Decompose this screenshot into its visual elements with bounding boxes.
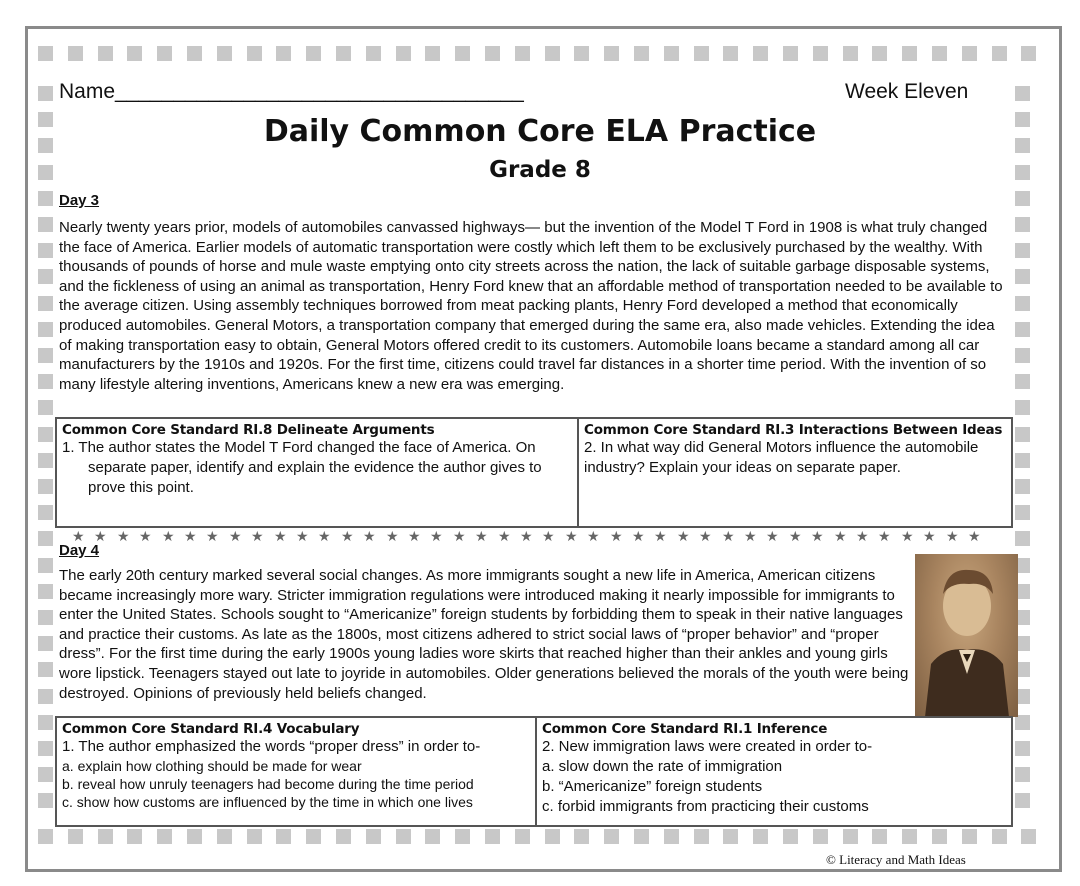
border-square [38, 767, 53, 782]
border-square [425, 829, 440, 844]
day4-left-standard: Common Core Standard RI.4 Vocabulary [62, 721, 360, 737]
star-icon: ★ [251, 528, 264, 544]
star-icon: ★ [386, 528, 399, 544]
border-square [38, 662, 53, 677]
copyright-footer: © Literacy and Math Ideas [826, 852, 966, 867]
day4-right-cell [537, 718, 1011, 825]
star-icon: ★ [923, 528, 936, 544]
border-square [962, 829, 977, 844]
border-square [843, 829, 858, 844]
border-square [1015, 374, 1030, 389]
border-square [872, 829, 887, 844]
border-square [38, 636, 53, 651]
star-icon: ★ [565, 528, 578, 544]
border-square [992, 46, 1007, 61]
border-square [932, 829, 947, 844]
star-icon: ★ [139, 528, 152, 544]
border-square [38, 427, 53, 442]
star-icon: ★ [430, 528, 443, 544]
border-square [992, 829, 1007, 844]
border-square [634, 46, 649, 61]
star-icon: ★ [722, 528, 735, 544]
border-square [38, 584, 53, 599]
border-square [1015, 217, 1030, 232]
border-square [38, 531, 53, 546]
star-icon: ★ [677, 528, 690, 544]
border-square [723, 829, 738, 844]
border-square [38, 296, 53, 311]
border-square [1015, 269, 1030, 284]
star-icon: ★ [363, 528, 376, 544]
border-square [932, 46, 947, 61]
border-square [1021, 829, 1036, 844]
border-square [843, 46, 858, 61]
star-icon: ★ [654, 528, 667, 544]
border-square [38, 689, 53, 704]
portrait-illustration [915, 554, 1018, 717]
border-square [366, 46, 381, 61]
border-square [306, 46, 321, 61]
border-square [38, 479, 53, 494]
star-icon: ★ [498, 528, 511, 544]
star-icon: ★ [318, 528, 331, 544]
border-square [1015, 767, 1030, 782]
star-icon: ★ [834, 528, 847, 544]
border-square [902, 829, 917, 844]
star-icon: ★ [946, 528, 959, 544]
border-square [515, 46, 530, 61]
star-icon: ★ [94, 528, 107, 544]
star-icon: ★ [878, 528, 891, 544]
star-icon: ★ [206, 528, 219, 544]
border-square [753, 46, 768, 61]
border-square [425, 46, 440, 61]
page-title: Daily Common Core ELA Practice [263, 114, 817, 149]
star-icon: ★ [610, 528, 623, 544]
border-square [962, 46, 977, 61]
border-square [38, 453, 53, 468]
border-square [127, 829, 142, 844]
star-icon: ★ [744, 528, 757, 544]
border-square [783, 46, 798, 61]
border-square [38, 400, 53, 415]
day3-passage: Nearly twenty years prior, models of automobiles canvassed highways— but the invention of the Model T Ford in 1908 is what truly changed the face of America. Earlier models of automatic transportation were costly which left them to be exclusively purchased by the wealthy. With thousands of pounds of horse and mule waste emptying onto city streets across the nation, the lack of suitable garbage disposable systems, and the fickleness of using an animal as transportation, Henry Ford knew that an affordable method of transportation needed to be available to the average citizen. Using assembly techniques borrowed from meat packing plants, Henry Ford developed a method that economically produced automobiles. General Motors, a transportation company that emerged during the same era, also made vehicles. Extending the idea of making transportation easy to obtain, General Motors offered credit to its customers. Automobile loans became a standard among all car manufacturers by the 1910s and 1920s. For the first time, citizens could travel far distances in a shorter time period. With the invention of so many lifestyle altering inventions, Americans knew a new era was emerging. [59, 219, 1003, 393]
star-icon: ★ [184, 528, 197, 544]
border-square [1015, 86, 1030, 101]
day4-right-standard: Common Core Standard RI.1 Inference [542, 721, 828, 737]
border-square [1015, 505, 1030, 520]
border-square [1015, 427, 1030, 442]
border-square [336, 829, 351, 844]
border-square [38, 741, 53, 756]
border-square [1015, 322, 1030, 337]
star-icon: ★ [72, 528, 85, 544]
border-square [38, 46, 53, 61]
historical-portrait-photo [915, 554, 1018, 717]
border-square [38, 348, 53, 363]
border-square [723, 46, 738, 61]
border-square [38, 793, 53, 808]
day3-right-question: 2. In what way did General Motors influence the automobile industry? Explain your ideas on separate paper. [584, 439, 979, 476]
border-square [783, 829, 798, 844]
day4-left-option-b: b. reveal how unruly teenagers had become during the time period [62, 776, 474, 792]
star-icon: ★ [766, 528, 779, 544]
border-square [187, 829, 202, 844]
star-icon: ★ [856, 528, 869, 544]
border-square [38, 829, 53, 844]
star-icon: ★ [520, 528, 533, 544]
border-square [455, 46, 470, 61]
star-icon: ★ [274, 528, 287, 544]
star-icon: ★ [901, 528, 914, 544]
border-square [38, 558, 53, 573]
border-square [306, 829, 321, 844]
border-square [1015, 479, 1030, 494]
border-square [157, 829, 172, 844]
border-square [872, 46, 887, 61]
border-square [276, 46, 291, 61]
border-square [1015, 793, 1030, 808]
border-square [664, 829, 679, 844]
border-square [1015, 243, 1030, 258]
star-icon: ★ [699, 528, 712, 544]
star-icon: ★ [453, 528, 466, 544]
border-square [1015, 715, 1030, 730]
border-square [98, 46, 113, 61]
border-square [157, 46, 172, 61]
grade-label: Grade 8 [489, 157, 591, 183]
border-square [1015, 400, 1030, 415]
name-field-label: Name___________________________________ [59, 80, 524, 103]
star-icon: ★ [162, 528, 175, 544]
border-square [813, 46, 828, 61]
border-square [38, 217, 53, 232]
border-square [902, 46, 917, 61]
star-icon: ★ [968, 528, 981, 544]
star-icon: ★ [341, 528, 354, 544]
border-square [1021, 46, 1036, 61]
star-icon: ★ [296, 528, 309, 544]
border-square [1015, 741, 1030, 756]
day3-left-question: 1. The author states the Model T Ford changed the face of America. On separate paper, identify and explain the evidence the author gives to prove this point. [62, 439, 542, 496]
day4-left-question: 1. The author emphasized the words “proper dress” in order to- [62, 738, 481, 755]
border-square [485, 829, 500, 844]
border-square [664, 46, 679, 61]
border-square [515, 829, 530, 844]
week-label: Week Eleven [845, 80, 969, 103]
border-square [396, 46, 411, 61]
border-square [455, 829, 470, 844]
day3-left-cell [57, 419, 579, 526]
border-square [127, 46, 142, 61]
star-icon: ★ [229, 528, 242, 544]
border-square [545, 829, 560, 844]
border-square [38, 374, 53, 389]
day4-passage: The early 20th century marked several social changes. As more immigrants sought a new life in America, American citizens became increasingly more wary. Stricter immigration regulations were introduced making it nearly impossible for immigrants to enter the United States. Schools sought to “Americanize” foreign students by forbidding them to speak in their native languages and practice their customs. As late as the 1800s, most citizens adhered to strict social laws of “proper behavior” and “proper dress”. For the first time during the early 1900s young ladies wore skirts that reached higher than their ankles and young girls wore lipstick. Teenagers stayed out late to joyride in automobiles. Older generations believed the morals of the youth were being destroyed. Opinions of previously held beliefs changed. [59, 567, 909, 702]
day4-label: Day 4 [59, 542, 100, 559]
star-icon: ★ [789, 528, 802, 544]
border-square [38, 505, 53, 520]
border-square [68, 46, 83, 61]
day4-right-option-b: b. “Americanize” foreign students [542, 778, 763, 795]
border-square [38, 243, 53, 258]
border-square [1015, 348, 1030, 363]
border-square [276, 829, 291, 844]
border-square [38, 322, 53, 337]
border-square [366, 829, 381, 844]
day4-question-box [55, 716, 1013, 827]
border-square [217, 46, 232, 61]
day3-right-cell [579, 419, 1011, 526]
border-square [247, 829, 262, 844]
border-square [694, 46, 709, 61]
border-square [604, 46, 619, 61]
day4-right-option-c: c. forbid immigrants from practicing their customs [542, 798, 869, 815]
star-icon: ★ [117, 528, 130, 544]
border-square [1015, 453, 1030, 468]
star-icon: ★ [542, 528, 555, 544]
border-square [753, 829, 768, 844]
day4-left-option-a: a. explain how clothing should be made for wear [62, 758, 362, 774]
day4-right-question: 2. New immigration laws were created in order to- [542, 738, 873, 755]
border-square [396, 829, 411, 844]
star-icon: ★ [408, 528, 421, 544]
day4-right-option-a: a. slow down the rate of immigration [542, 758, 783, 775]
star-icon: ★ [632, 528, 645, 544]
border-square [68, 829, 83, 844]
border-square [1015, 531, 1030, 546]
star-icon: ★ [475, 528, 488, 544]
border-square [217, 829, 232, 844]
border-square [574, 829, 589, 844]
border-square [247, 46, 262, 61]
day3-label: Day 3 [59, 192, 100, 209]
border-square [38, 86, 53, 101]
border-square [38, 715, 53, 730]
border-square [604, 829, 619, 844]
border-square [545, 46, 560, 61]
border-square [694, 829, 709, 844]
border-square [336, 46, 351, 61]
star-icon: ★ [811, 528, 824, 544]
border-square [38, 269, 53, 284]
day3-question-box [55, 417, 1013, 528]
day4-left-cell [57, 718, 537, 825]
border-square [634, 829, 649, 844]
border-square [813, 829, 828, 844]
border-square [574, 46, 589, 61]
day3-right-standard: Common Core Standard RI.3 Interactions Between Ideas [584, 422, 1003, 438]
day3-left-standard: Common Core Standard RI.8 Delineate Arguments [62, 422, 435, 438]
border-square [187, 46, 202, 61]
star-icon: ★ [587, 528, 600, 544]
border-square [1015, 296, 1030, 311]
border-square [1015, 191, 1030, 206]
day4-left-option-c: c. show how customs are influenced by the time in which one lives [62, 794, 473, 810]
border-square [38, 610, 53, 625]
border-square [485, 46, 500, 61]
border-square [98, 829, 113, 844]
border-square [38, 191, 53, 206]
